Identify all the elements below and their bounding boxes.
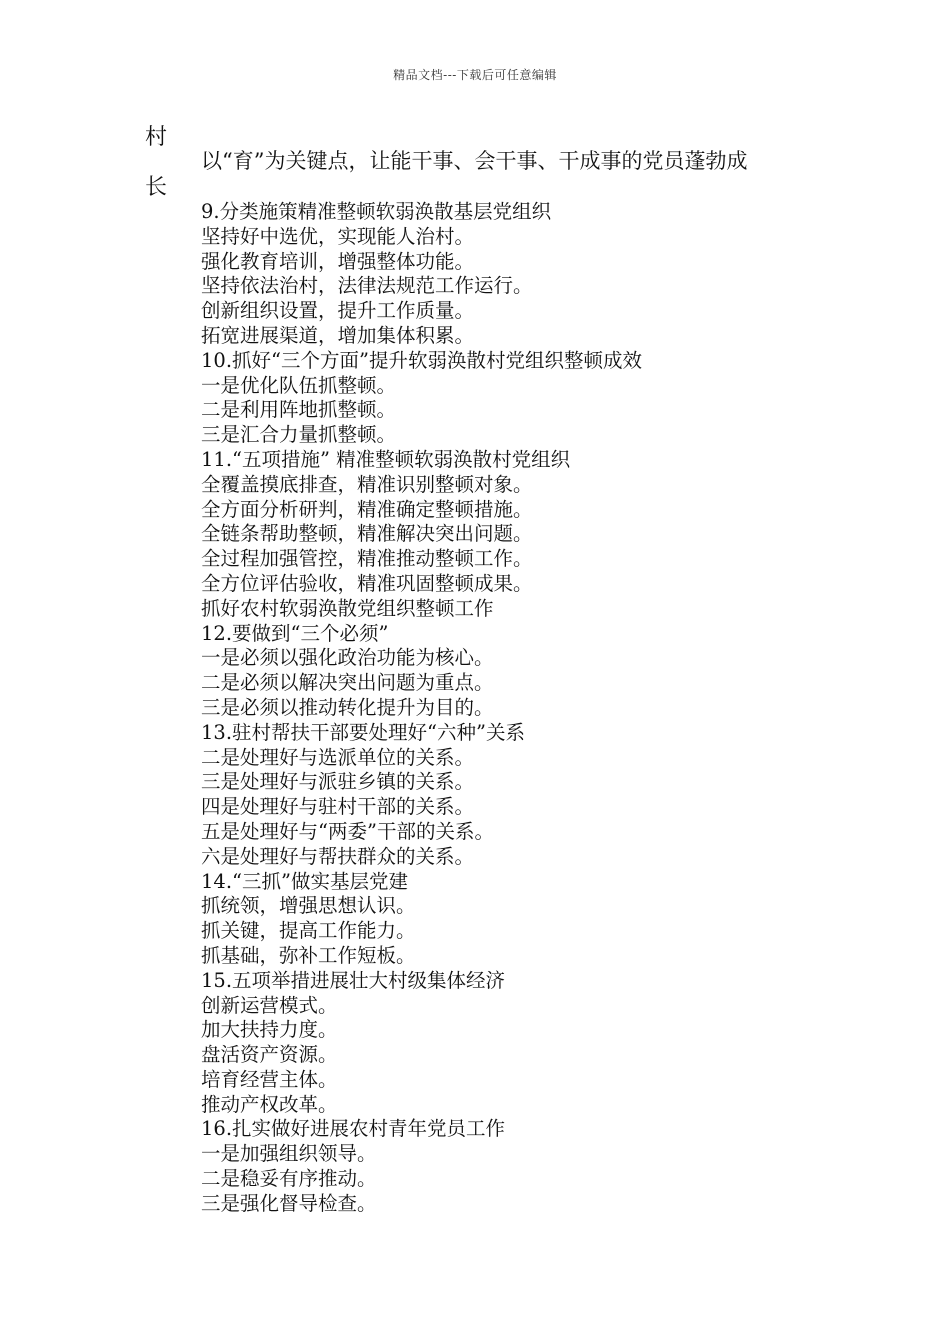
list-item: 六是处理好与帮扶群众的关系。 (201, 844, 475, 868)
list-item: 全方面分析研判，精准确定整顿措施。 (201, 497, 533, 521)
list-item: 加大扶持力度。 (201, 1018, 338, 1042)
list-item: 三是必须以推动转化提升为目的。 (201, 695, 494, 719)
list-item: 培育经营主体。 (201, 1067, 338, 1091)
list-item: 二是必须以解决突出问题为重点。 (201, 671, 494, 695)
list-item: 四是处理好与驻村干部的关系。 (201, 795, 475, 819)
list-item: 抓基础，弥补工作短板。 (201, 943, 416, 967)
heading-10: 10.抓好“三个方面”提升软弱涣散村党组织整顿成效 (201, 348, 642, 372)
list-item: 二是稳妥有序推动。 (201, 1167, 377, 1191)
list-item: 一是必须以强化政治功能为核心。 (201, 646, 494, 670)
side-char-top: 村 (145, 125, 168, 150)
list-item: 全过程加强管控，精准推动整顿工作。 (201, 547, 533, 571)
heading-13: 13.驻村帮扶干部要处理好“六种”关系 (201, 720, 525, 744)
heading-14: 14.“三抓”做实基层党建 (201, 869, 408, 893)
list-item: 抓统领，增强思想认识。 (201, 894, 416, 918)
list-item: 一是加强组织领导。 (201, 1142, 377, 1166)
list-item: 全链条帮助整顿，精准解决突出问题。 (201, 522, 533, 546)
list-item: 五是处理好与“两委”干部的关系。 (201, 819, 494, 843)
list-item: 创新运营模式。 (201, 993, 338, 1017)
list-item: 盘活资产资源。 (201, 1043, 338, 1067)
list-item: 全方位评估验收，精准巩固整顿成果。 (201, 571, 533, 595)
list-item: 三是汇合力量抓整顿。 (201, 423, 397, 447)
list-item: 抓关键，提高工作能力。 (201, 919, 416, 943)
list-item: 拓宽进展渠道，增加集体积累。 (201, 323, 475, 347)
subheading: 抓好农村软弱涣散党组织整顿工作 (201, 596, 494, 620)
list-item: 一是优化队伍抓整顿。 (201, 373, 397, 397)
heading-9: 9.分类施策精准整顿软弱涣散基层党组织 (201, 200, 552, 223)
page-header: 精品文档---下载后可任意编辑 (393, 68, 557, 82)
heading-11: 11.“五项措施” 精准整顿软弱涣散村党组织 (201, 447, 571, 471)
list-item: 推动产权改革。 (201, 1092, 338, 1116)
list-item: 坚持依法治村，法律法规范工作运行。 (201, 274, 533, 298)
list-item: 坚持好中选优，实现能人治村。 (201, 224, 475, 248)
document-body (201, 200, 841, 1217)
heading-15: 15.五项举措进展壮大村级集体经济 (201, 968, 506, 992)
list-item: 二是处理好与选派单位的关系。 (201, 745, 475, 769)
heading-16: 16.扎实做好进展农村青年党员工作 (201, 1117, 506, 1141)
list-item: 全覆盖摸底排查，精准识别整顿对象。 (201, 472, 533, 496)
list-item: 三是处理好与派驻乡镇的关系。 (201, 770, 475, 794)
heading-12: 12.要做到“三个必须” (201, 621, 389, 645)
list-item: 二是利用阵地抓整顿。 (201, 398, 397, 422)
intro-line: 以“育”为关键点，让能干事、会干事、干成事的党员蓬勃成 (201, 149, 748, 173)
list-item: 创新组织设置，提升工作质量。 (201, 299, 475, 323)
list-item: 三是强化督导检查。 (201, 1191, 377, 1215)
list-item: 强化教育培训，增强整体功能。 (201, 249, 475, 273)
side-char-bottom: 长 (145, 175, 168, 200)
